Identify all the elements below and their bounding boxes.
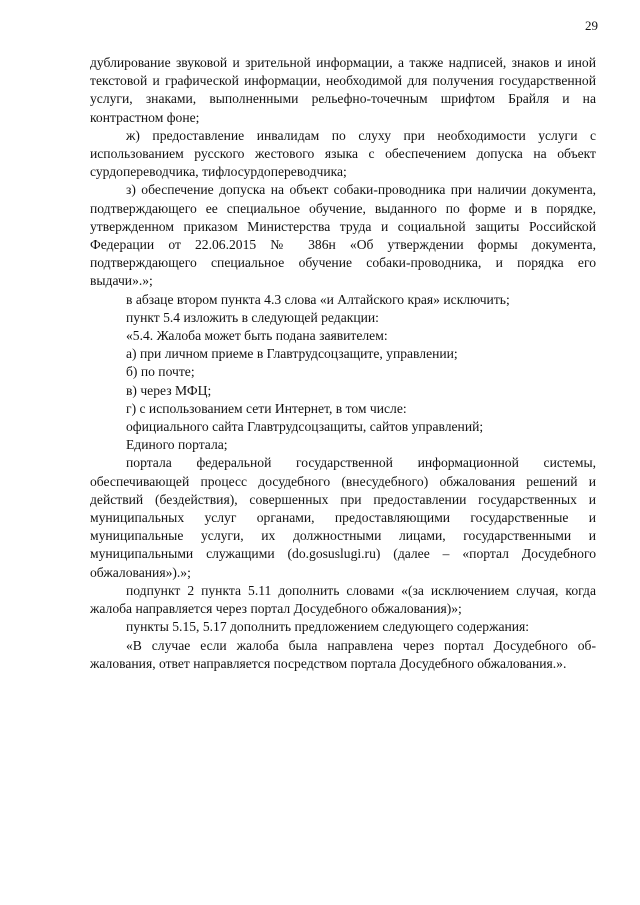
document-body bbox=[90, 54, 596, 673]
paragraph-amend-5-4: пункт 5.4 изложить в следующей редакции: bbox=[126, 309, 379, 325]
list-item-federal-portal: портала федеральной государственной информационной системы, обеспечивающей процесс досудебного (внесудебного) обжалования решений и действий (бездействия), совершенных при предоставлении государственных и муниципальных услуг органами, предоставляющими государственные и муниципальные услуги, их должностными лицами, государственными и муниципальными служащими (do.gosuslugi.ru) (далее – «портал Досудебного обжалования»).»; bbox=[90, 455, 596, 580]
list-item-g: г) с использованием сети Интернет, в том числе: bbox=[126, 400, 407, 416]
list-item-b: б) по почте; bbox=[126, 364, 195, 380]
paragraph-amend-4-3: в абзаце втором пункта 4.3 слова «и Алтайского края» исключить; bbox=[126, 291, 510, 307]
list-item-official-site: официального сайта Главтрудсоцзащиты, сайтов управлений; bbox=[126, 419, 484, 435]
paragraph-duplication-info: дублирование звуковой и зрительной информации, а также надписей, знаков и иной текстовой и графической информации, необходимой для получения государственной услуги, знаками, выполненными рельефно-точечным шрифтом Брайля и на контрастном фоне; bbox=[90, 55, 596, 125]
page-number: 29 bbox=[585, 18, 598, 33]
paragraph-item-zh: ж) предоставление инвалидам по слуху при необходимости услуги с использованием русского жестового языка с обеспечением допуска на объект сурдопереводчика, тифлосурдопереводчика; bbox=[90, 127, 596, 180]
paragraph-amend-5-15-5-17: пункты 5.15, 5.17 дополнить предложением следующего содержания: bbox=[126, 619, 530, 635]
paragraph-item-z: з) обеспечение допуска на объект собаки-проводника при наличии документа, подтверждающего ее специальное обучение, выданного по форме и в порядке, утвержденном приказом Министерства труда и социальной защиты Российской Федерации от 22.06.2015 № 386н «Об утверждении формы документа, подтверждающего специальное обучение собаки-проводника, и порядка его выдачи».»; bbox=[90, 182, 596, 289]
list-item-v: в) через МФЦ; bbox=[126, 382, 212, 398]
paragraph-added-sentence: «В случае если жалоба была направлена через портал Досудебного обжалования, ответ направляется посредством портала Досудебного обжалования.». bbox=[90, 637, 596, 671]
paragraph-amend-5-11: подпункт 2 пункта 5.11 дополнить словами «(за исключением случая, когда жалоба направляется через портал Досудебного обжалования)»; bbox=[90, 582, 596, 617]
list-item-a: а) при личном приеме в Главтрудсоцзащите, управлении; bbox=[126, 346, 458, 362]
paragraph-5-4-intro: «5.4. Жалоба может быть подана заявителем: bbox=[126, 328, 388, 344]
list-item-unified-portal: Единого портала; bbox=[126, 437, 228, 453]
